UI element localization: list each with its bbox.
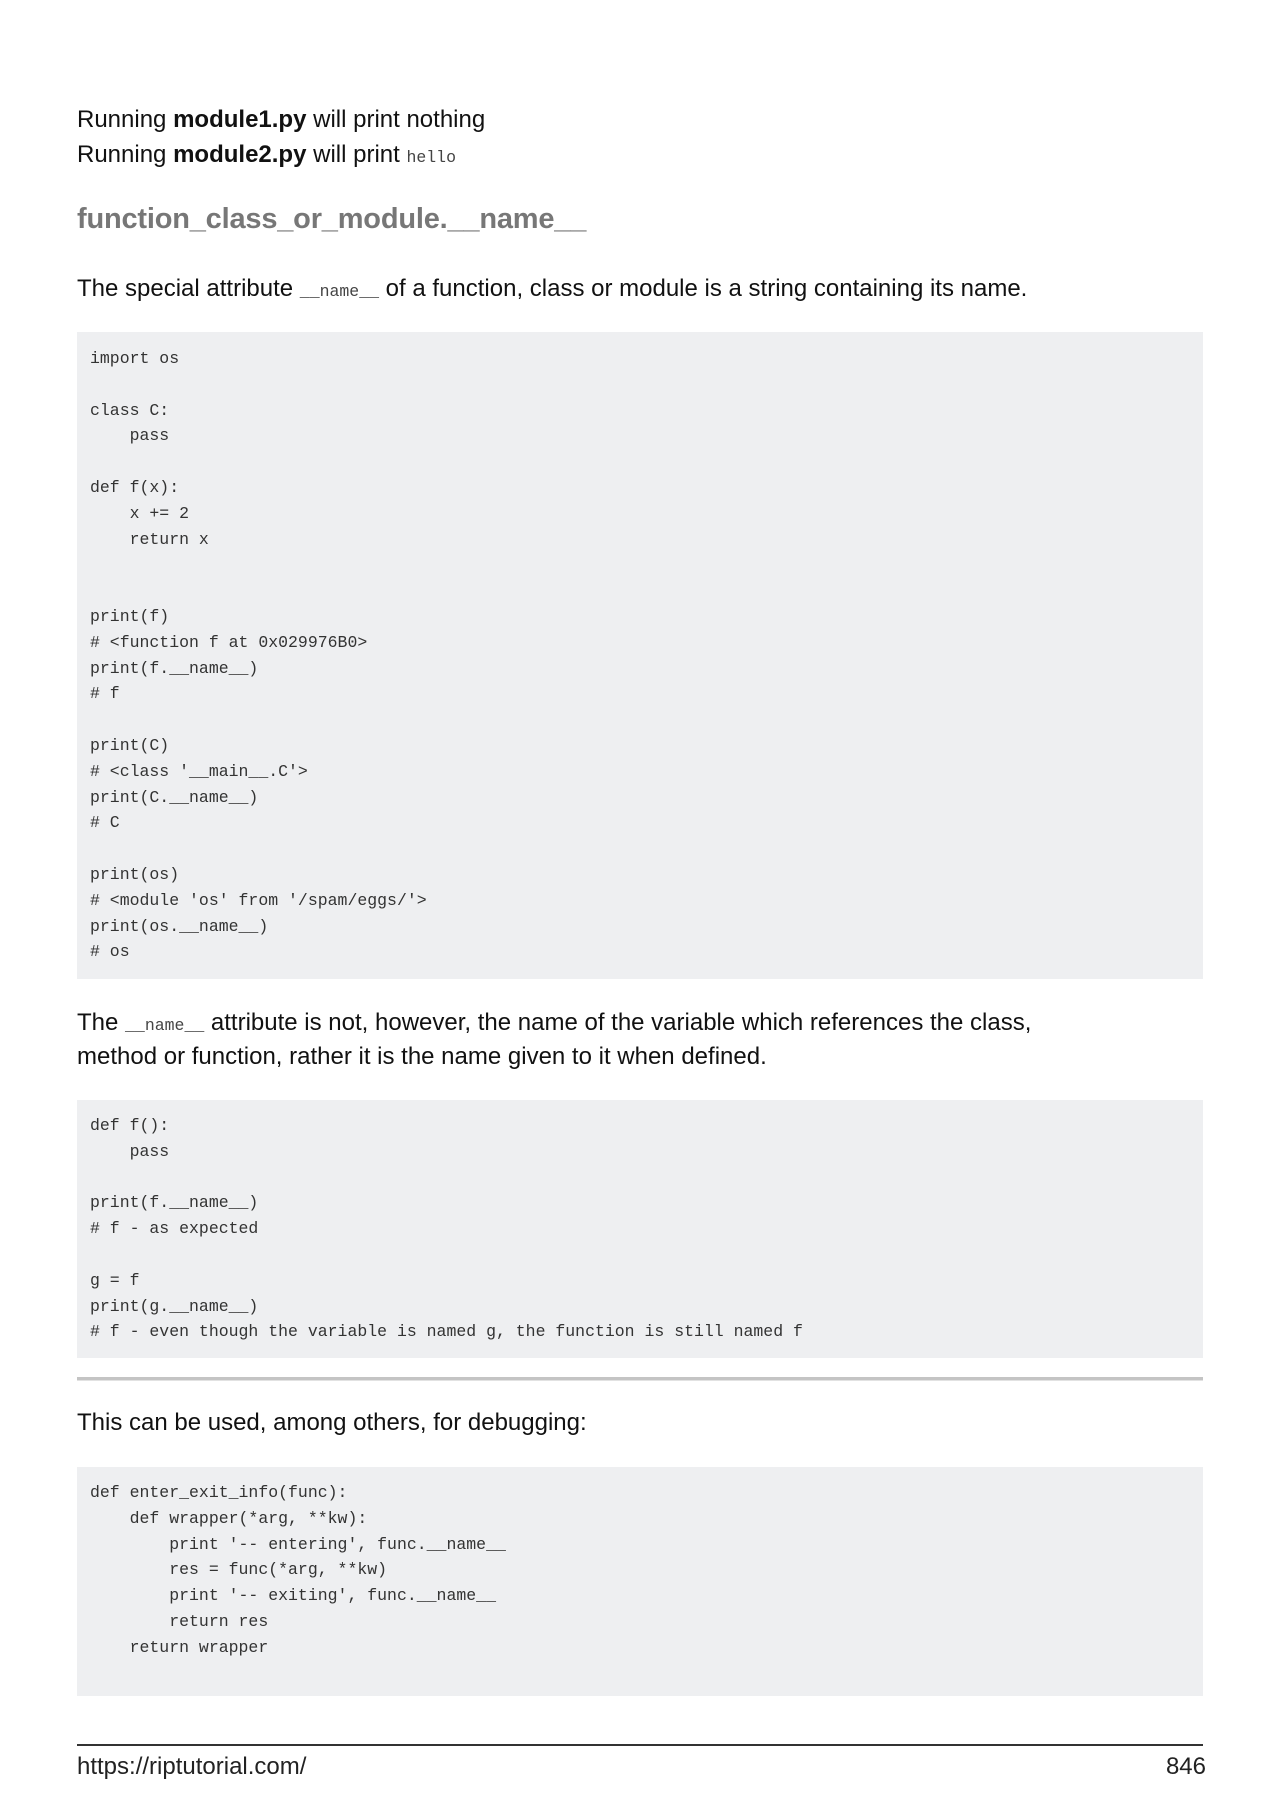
code-line: print(os.__name__) [90, 916, 269, 936]
code-block-3 [77, 1467, 1203, 1696]
code-line: print(os) [90, 864, 180, 884]
code-block-1 [77, 332, 1203, 979]
code-line: # <module 'os' from '/spam/eggs/'> [90, 890, 427, 910]
divider [77, 1377, 1203, 1381]
code-line: pass [90, 1141, 170, 1161]
code-line [90, 372, 1203, 398]
paragraph-1 [77, 272, 1027, 309]
code-line [90, 578, 1203, 604]
inline-code: __name__ [299, 282, 380, 301]
code-line: print(C.__name__) [90, 787, 259, 807]
code-line: # f - as expected [90, 1219, 259, 1239]
code-line: res = func(*arg, **kw) [90, 1560, 388, 1580]
code-line: x += 2 [90, 503, 190, 523]
code-line: def enter_exit_info(func): [90, 1483, 348, 1502]
paragraph-2-line-2: method or function, rather it is the name given to it when defined. [77, 1043, 767, 1070]
code-line: print '-- entering', func.__name__ [90, 1534, 506, 1554]
code-line: pass [90, 426, 170, 446]
code-line: def f(): [90, 1116, 170, 1135]
section-heading: function_class_or_module.__name__ [77, 203, 587, 235]
footer-url[interactable]: https://riptutorial.com/ [77, 1753, 307, 1780]
text: Running [77, 106, 174, 133]
inline-code: __name__ [125, 1016, 205, 1035]
text: attribute is not, however, the name of the variable which references the class, [204, 1009, 1032, 1036]
intro-line-2 [77, 138, 456, 175]
filename: module1.py [173, 106, 307, 133]
page-number: 846 [1165, 1753, 1206, 1780]
code-line [90, 1242, 1203, 1268]
code-line [90, 552, 1203, 578]
code-line: # C [90, 813, 120, 833]
code-line: def wrapper(*arg, **kw): [90, 1508, 368, 1528]
code-line: g = f [90, 1270, 140, 1290]
text: The [77, 1009, 126, 1036]
intro-line-1 [77, 103, 485, 137]
code-line [90, 1165, 1203, 1191]
filename: module2.py [173, 141, 307, 168]
code-line [90, 836, 1203, 862]
text: of a function, class or module is a string containing its name. [379, 275, 1028, 302]
code-line: def f(x): [90, 477, 180, 497]
code-line: return x [90, 529, 209, 549]
code-line: # f [90, 684, 120, 704]
code-line: import os [90, 349, 180, 368]
text: Running [77, 141, 174, 168]
paragraph-2 [77, 1006, 1031, 1043]
paragraph-3: This can be used, among others, for debugging: [77, 1409, 587, 1436]
code-line: print(f.__name__) [90, 1193, 259, 1213]
code-line: class C: [90, 400, 170, 420]
code-line: # f - even though the variable is named g, the function is still named f [90, 1322, 803, 1342]
text: The special attribute [77, 275, 300, 302]
code-line: return res [90, 1611, 269, 1631]
code-line: print '-- exiting', func.__name__ [90, 1586, 496, 1606]
code-line: print(g.__name__) [90, 1296, 259, 1316]
code-line: # os [90, 942, 130, 962]
code-line: # <class '__main__.C'> [90, 761, 308, 781]
code-line [90, 707, 1203, 733]
code-line: return wrapper [90, 1637, 269, 1657]
code-line: print(C) [90, 735, 170, 755]
code-line: print(f.__name__) [90, 658, 259, 678]
footer-rule [77, 1744, 1203, 1746]
code-line: # <function f at 0x029976B0> [90, 632, 368, 652]
code-line [90, 449, 1203, 475]
code-line: print(f) [90, 606, 170, 626]
code-block-2 [77, 1100, 1203, 1358]
inline-code: hello [406, 148, 456, 167]
text: will print [306, 141, 407, 168]
text: will print nothing [306, 106, 486, 133]
